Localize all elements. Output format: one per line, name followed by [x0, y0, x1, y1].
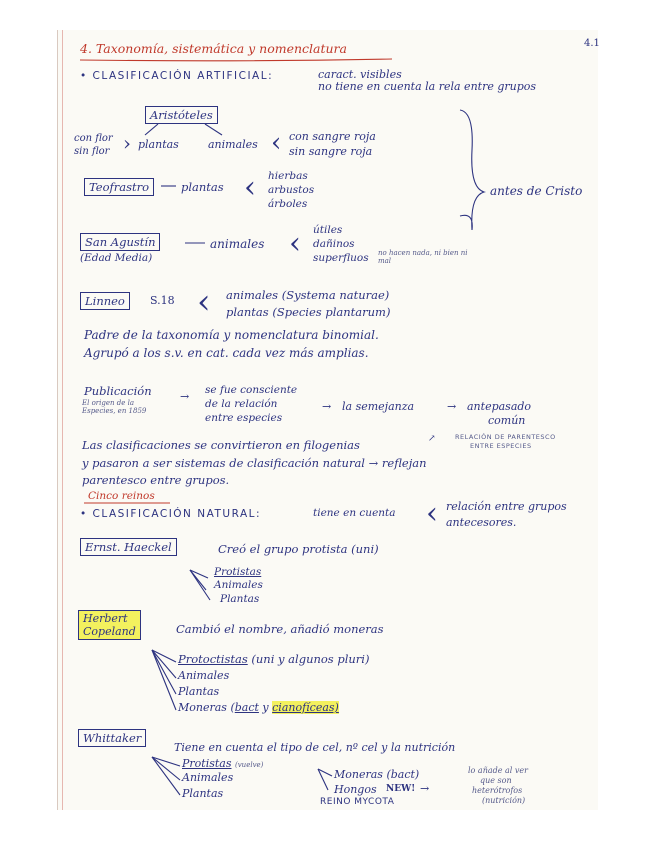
page-title: 4. Taxonomía, sistemática y nomenclatura [80, 41, 347, 56]
haeckel-item: Animales [214, 579, 263, 591]
teofrasto-item: árboles [268, 198, 308, 210]
chevron-left-icon: ‹ [289, 226, 301, 261]
publicacion-sub2: Especies, en 1859 [82, 407, 147, 415]
copeland-name1: Herbert [83, 612, 128, 625]
arrow-icon: ↗ [428, 434, 436, 444]
whittaker-hongos: Hongos [334, 783, 377, 796]
artificial-label: • CLASIFICACIÓN ARTIFICIAL: [80, 70, 274, 82]
cinco-reinos: Cinco reinos [88, 490, 155, 502]
san-agustin-item: superfluos [313, 252, 369, 264]
chevron-left-icon: ‹ [244, 170, 256, 205]
publicacion-t2: de la relación [205, 398, 278, 410]
whittaker-text: Tiene en cuenta el tipo de cel, nº cel y la nutrición [174, 741, 456, 754]
filogenias-line1: Las clasificaciones se convirtieron en filogenias [82, 438, 360, 452]
san-agustin-note: no hacen nada, ni bien ni mal [378, 249, 468, 265]
publicacion-sub1: El origen de la [82, 399, 134, 407]
publicacion-t3: entre especies [205, 412, 283, 424]
natural-r1: relación entre grupos [446, 500, 567, 513]
linneo-box: Linneo [80, 292, 130, 310]
whittaker-note: lo añade al ver [468, 766, 528, 775]
new-badge: NEW! [386, 784, 416, 794]
whittaker-note: que son [480, 776, 512, 785]
chevron-right-icon: › [123, 131, 131, 155]
chevron-left-icon: ‹ [197, 282, 211, 322]
linneo-line2: Agrupó a los s.v. en cat. cada vez más amplias. [84, 346, 369, 360]
san-agustin-item: útiles [313, 224, 343, 236]
san-agustin-item: dañinos [313, 238, 355, 250]
haeckel-item: Protistas [214, 566, 262, 578]
haeckel-item: Plantas [220, 593, 260, 605]
page-number: 4.1 [584, 38, 600, 49]
linneo-line1: Padre de la taxonomía y nomenclatura binomial. [84, 328, 379, 342]
publicacion-t1: se fue consciente [205, 384, 298, 396]
copeland-item-2: Animales [178, 669, 230, 682]
whittaker-note: (nutrición) [482, 796, 526, 805]
con-flor: con flor [74, 133, 113, 144]
filogenias-note2: ENTRE ESPECIES [470, 442, 532, 450]
whittaker-item-1: Protistas (vuelve) [182, 757, 264, 770]
teofrasto-item: arbustos [268, 184, 315, 196]
whittaker-item-2: Animales [182, 771, 234, 784]
san-agustin-animales: animales [210, 237, 265, 251]
whittaker-box: Whittaker [78, 729, 146, 747]
reino-mycota: REINO MYCOTA [320, 797, 395, 807]
arrow-right-icon: → [420, 782, 430, 795]
linneo-plantas: plantas (Species plantarum) [226, 305, 391, 319]
aristoteles-animales: animales [208, 138, 258, 151]
teofrasto-item: hierbas [268, 170, 308, 182]
publicacion-t6: común [488, 414, 526, 427]
copeland-box [78, 610, 141, 640]
con-sangre: con sangre roja [289, 130, 376, 143]
filogenias-line3: parentesco entre grupos. [82, 473, 230, 487]
publicacion-label: Publicación [84, 384, 152, 398]
whittaker-moneras: Moneras (bact) [334, 768, 420, 781]
artificial-line1: caract. visibles [318, 68, 402, 81]
natural-text: tiene en cuenta [313, 507, 396, 519]
san-agustin-era: (Edad Media) [80, 252, 153, 264]
haeckel-text: Creó el grupo protista (uni) [218, 542, 379, 556]
copeland-item-3: Plantas [178, 685, 220, 698]
san-agustin-box: San Agustín [80, 233, 160, 251]
arrow-right-icon: → [322, 400, 332, 413]
sin-flor: sin flor [74, 146, 110, 157]
linneo-animales: animales (Systema naturae) [226, 288, 390, 302]
chevron-left-icon: ‹ [271, 128, 282, 158]
copeland-item-4: Moneras (bact y cianofíceas) [178, 701, 339, 714]
haeckel-box: Ernst. Haeckel [80, 538, 177, 556]
sin-sangre: sin sangre roja [289, 145, 373, 158]
whittaker-note: heterótrofos [472, 786, 523, 795]
natural-label: • CLASIFICACIÓN NATURAL: [80, 508, 262, 520]
teofrasto-plantas: plantas [181, 180, 224, 194]
filogenias-note1: RELACIÓN DE PARENTESCO [455, 433, 556, 441]
arrow-right-icon: → [180, 390, 190, 403]
copeland-name2: Copeland [83, 625, 136, 638]
aristoteles-box: Aristóteles [145, 106, 218, 124]
artificial-line2: no tiene en cuenta la rela entre grupos [318, 80, 537, 93]
publicacion-t4: la semejanza [342, 400, 415, 413]
natural-r2: antecesores. [446, 516, 517, 529]
filogenias-line2: y pasaron a ser sistemas de clasificación natural → reflejan [82, 456, 427, 470]
linneo-century: S.18 [150, 294, 175, 307]
arrow-right-icon: → [447, 400, 457, 413]
copeland-item-1: Protoctistas (uni y algunos pluri) [178, 652, 370, 666]
whittaker-item-3: Plantas [182, 787, 224, 800]
publicacion-t5: antepasado [467, 400, 532, 413]
teofrasto-box: Teofrastro [84, 178, 154, 196]
copeland-text: Cambió el nombre, añadió moneras [176, 622, 384, 636]
aristoteles-plantas: plantas [138, 138, 179, 151]
chevron-left-icon: ‹ [426, 496, 438, 531]
antes-de-cristo: antes de Cristo [490, 184, 583, 198]
